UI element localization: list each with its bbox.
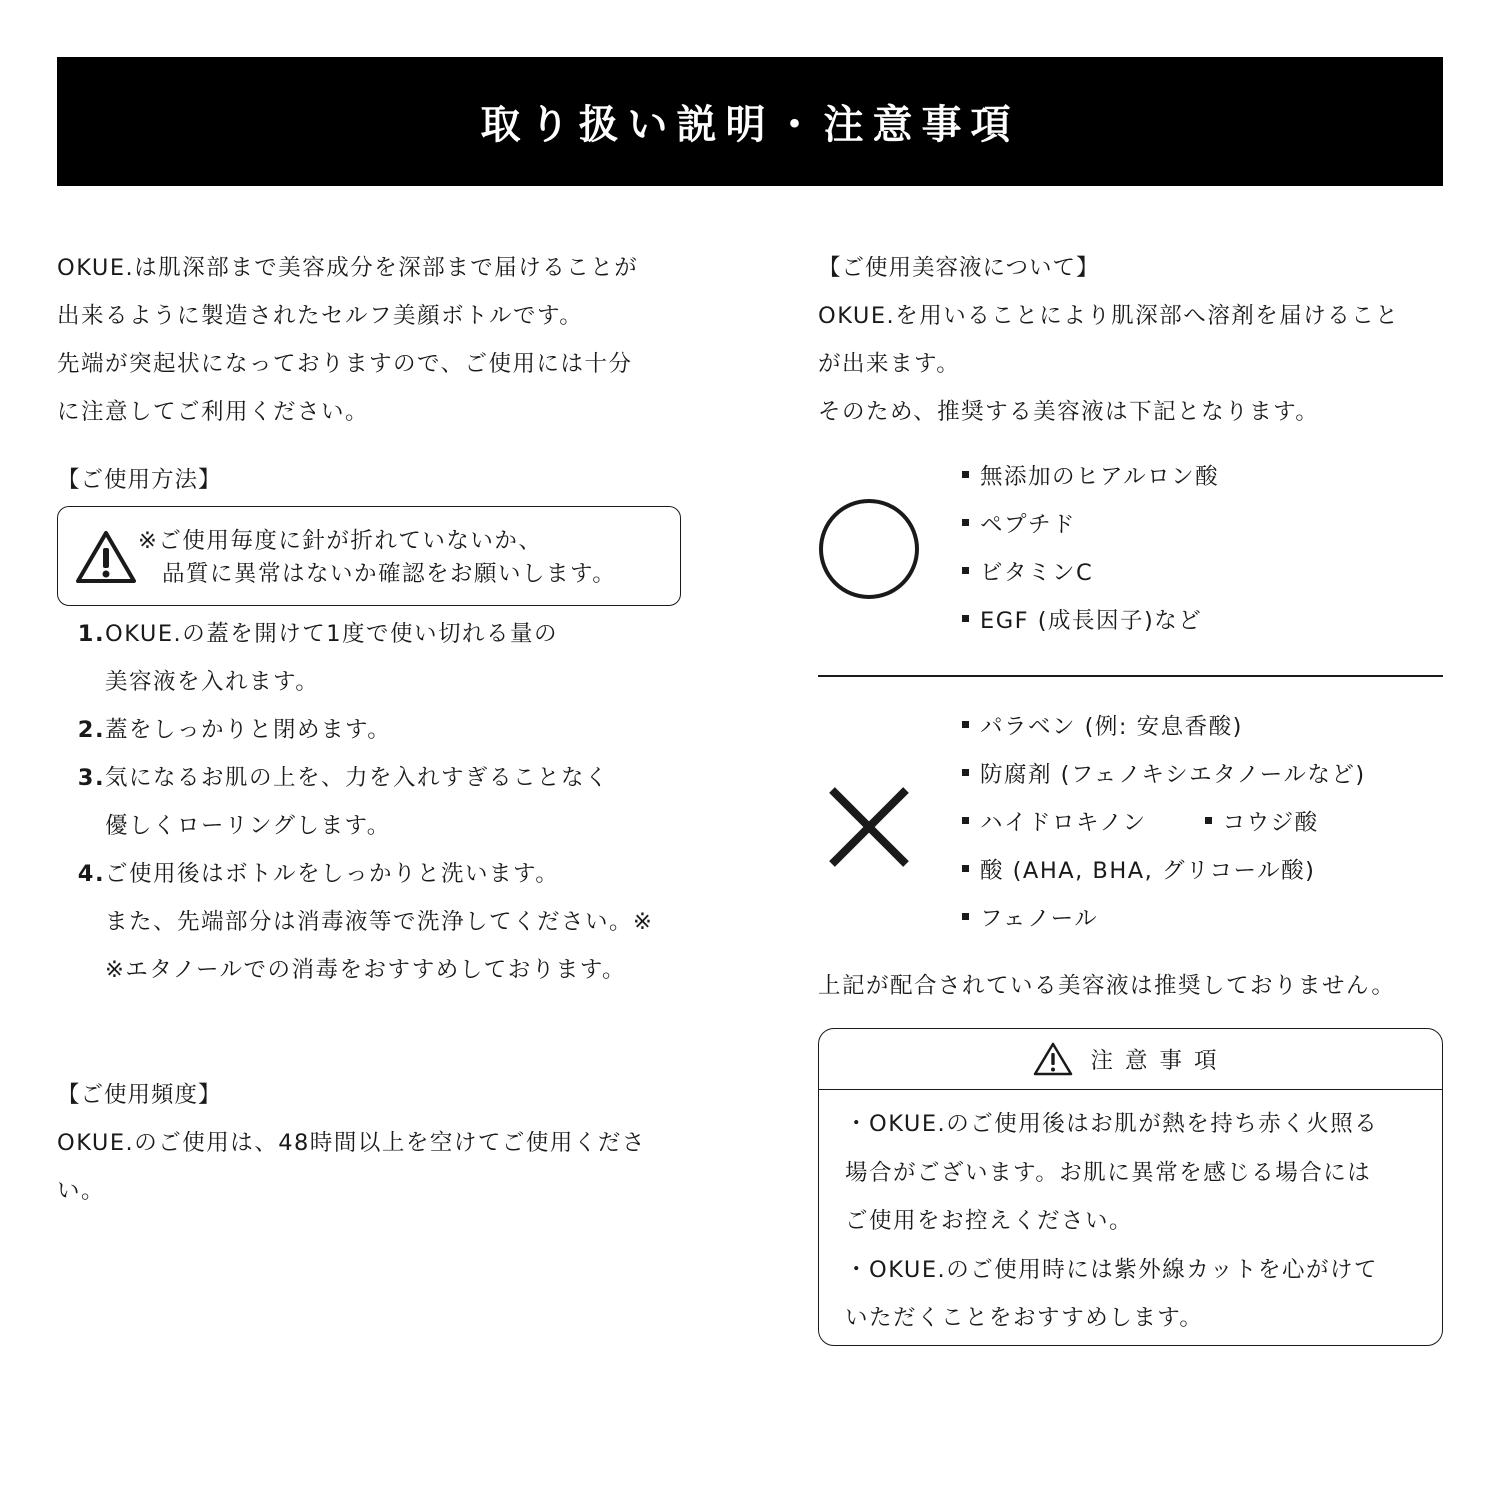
intro-line: 出来るように製造されたセルフ美顔ボトルです。 xyxy=(57,303,584,329)
page-title: 取り扱い説明・注意事項 xyxy=(480,102,1020,148)
frequency-section xyxy=(57,1071,697,1215)
caution-line: ご使用をお控えください。 xyxy=(845,1208,1134,1234)
list-item: ビタミンC xyxy=(962,549,1219,597)
intro-line: OKUE.は肌深部まで美容成分を深部まで届けることが xyxy=(57,255,639,281)
circle-ok-icon xyxy=(818,498,920,600)
step-line: 気になるお肌の上を、力を入れすぎることなく xyxy=(105,765,610,791)
serum-section xyxy=(818,244,1443,436)
not-recommended-list xyxy=(962,703,1366,943)
serum-line: が出来ます。 xyxy=(818,351,961,377)
caution-box xyxy=(818,1028,1443,1346)
frequency-line: い。 xyxy=(57,1178,106,1204)
step-line: OKUE.の蓋を開けて1度で使い切れる量の xyxy=(105,621,559,647)
caution-line: 場合がございます。お肌に異常を感じる場合には xyxy=(845,1159,1372,1186)
usage-warning-box xyxy=(57,506,681,606)
caution-line: いただくことをおすすめします。 xyxy=(845,1305,1204,1331)
step-line: ※エタノールでの消毒をおすすめしております。 xyxy=(105,957,626,983)
caution-title: 注意事項 xyxy=(1090,1048,1229,1074)
step-line: 優しくローリングします。 xyxy=(105,813,391,839)
step-line: 蓋をしっかりと閉めます。 xyxy=(105,717,392,743)
title-banner xyxy=(57,57,1443,186)
frequency-line: OKUE.のご使用は、48時間以上を空けてご使用くださ xyxy=(57,1130,646,1156)
step-line: ご使用後はボトルをしっかりと洗います。 xyxy=(105,861,560,887)
list-item-label: ハイドロキノン xyxy=(980,810,1147,836)
list-item xyxy=(57,754,697,850)
step-number: 2. xyxy=(77,717,105,743)
step-line: 美容液を入れます。 xyxy=(105,669,320,695)
serum-heading: 【ご使用美容液について】 xyxy=(818,255,1100,281)
list-item: フェノール xyxy=(962,895,1366,943)
intro-section xyxy=(57,244,697,504)
warning-triangle-icon xyxy=(74,529,138,587)
list-item: 防腐剤 (フェノキシエタノールなど) xyxy=(962,751,1366,799)
step-line: また、先端部分は消毒液等で洗浄してください。※ xyxy=(105,909,654,935)
step-number: 4. xyxy=(77,861,105,887)
list-item xyxy=(57,850,697,994)
list-item xyxy=(57,610,697,706)
intro-line: 先端が突起状になっておりますので、ご使用には十分 xyxy=(57,351,633,377)
warning-triangle-icon xyxy=(1032,1041,1074,1077)
list-item: ペプチド xyxy=(962,501,1219,549)
caution-line: ・OKUE.のご使用時には紫外線カットを心がけて xyxy=(845,1256,1378,1283)
divider xyxy=(818,675,1443,677)
list-item: 酸 (AHA, BHA, グリコール酸) xyxy=(962,847,1366,895)
frequency-heading: 【ご使用頻度】 xyxy=(57,1082,222,1108)
serum-line: そのため、推奨する美容液は下記となります。 xyxy=(818,399,1320,425)
caution-line: ・OKUE.のご使用後はお肌が熱を持ち赤く火照る xyxy=(845,1111,1379,1137)
usage-heading: 【ご使用方法】 xyxy=(57,467,222,493)
recommended-list xyxy=(962,453,1219,645)
cross-ng-icon xyxy=(828,786,910,868)
caution-header xyxy=(819,1029,1442,1090)
warning-line: 品質に異常はないか確認をお願いします。 xyxy=(162,561,617,587)
serum-footnote: 上記が配合されている美容液は推奨しておりません。 xyxy=(818,973,1396,999)
usage-steps xyxy=(57,610,697,994)
step-number: 3. xyxy=(77,765,105,791)
list-item xyxy=(57,706,697,754)
list-item: EGF (成長因子)など xyxy=(962,597,1219,645)
intro-line: に注意してご利用ください。 xyxy=(57,399,370,425)
list-item xyxy=(962,799,1366,847)
list-item-label: コウジ酸 xyxy=(1147,810,1319,836)
usage-warning-text xyxy=(138,525,616,591)
step-number: 1. xyxy=(77,621,105,647)
list-item: 無添加のヒアルロン酸 xyxy=(962,453,1219,501)
serum-line: OKUE.を用いることにより肌深部へ溶剤を届けること xyxy=(818,303,1400,329)
list-item: パラベン (例: 安息香酸) xyxy=(962,703,1366,751)
warning-line: ※ご使用毎度に針が折れていないか、 xyxy=(138,528,543,554)
caution-body xyxy=(819,1090,1442,1343)
